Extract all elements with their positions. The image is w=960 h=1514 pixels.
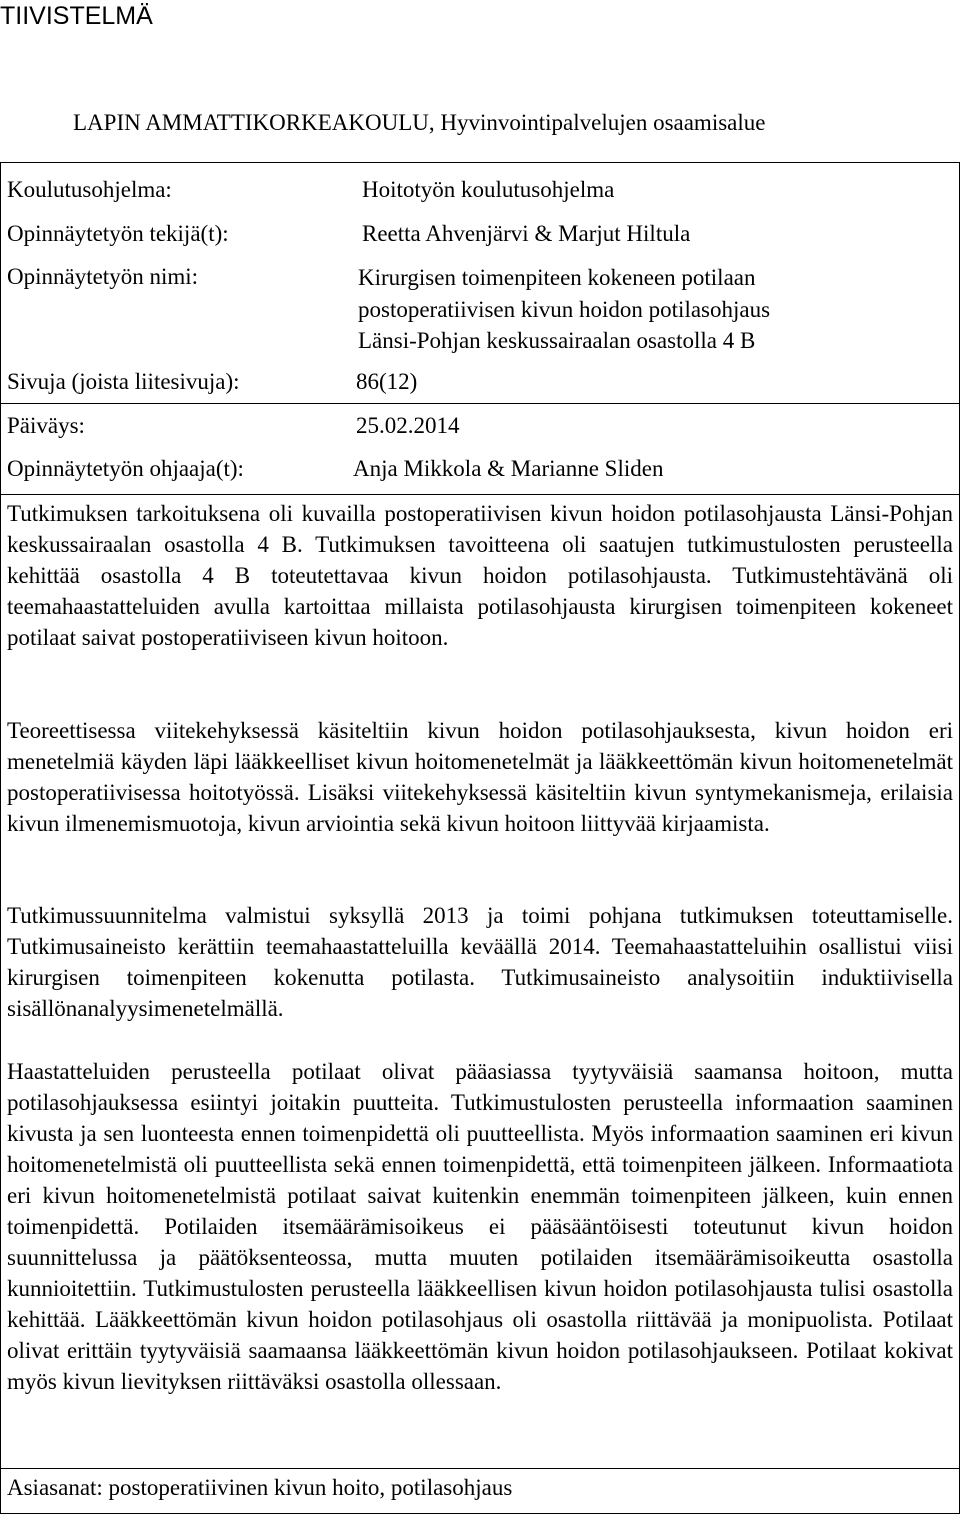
pages-value: 86(12) (356, 369, 418, 394)
frame-top-border (0, 162, 960, 163)
thesis-title-line: postoperatiivisen kivun hoidon potilasohjaus (358, 296, 771, 322)
abstract-paragraph: Teoreettisessa viitekehyksessä käsiteltiin kivun hoidon potilasohjauksesta, kivun hoidon eri menetelmiä käyden läpi lääkkeelliset kivun hoitomenetelmät ja lääkkeettömän kivun hoitomenetelmät postoperatiivisessa hoitotyössä. Lisäksi viitekehyksessä käsiteltiin kivun syntymekanismeja, erilaisia kivun ilmenemismuotoja, kivun arviointia sekä kivun hoitoon liittyvää kirjaamista. (7, 718, 953, 836)
thesis-title-line: Länsi-Pohjan keskussairaalan osastolla 4 B (358, 328, 756, 353)
authors-label: Opinnäytetyön tekijä(t): (7, 221, 229, 246)
frame-divider-pages (0, 403, 960, 404)
abstract-paragraph: Tutkimuksen tarkoituksena oli kuvailla postoperatiivisen kivun hoidon potilasohjausta Länsi-Pohjan keskussairaalan osastolla 4 B. Tutkimuksen tavoitteena oli saatujen tutkimustulosten perusteella kehittää osastolla 4 B toteutettavaa kivun hoidon potilasohjausta. Tutkimustehtävänä oli teemahaastatteluiden avulla kartoittaa millaista potilasohjausta kirurgisen toimenpiteen kokeneet potilaat saivat postoperatiiviseen kivun hoitoon. (7, 501, 953, 650)
abstract-paragraph: Haastatteluiden perusteella potilaat olivat pääasiassa tyytyväisiä saamansa hoitoon, mutta potilasohjauksessa esiintyi joitakin puutteita. Tutkimustulosten perusteella informaation saaminen kivusta ja sen luonteesta ennen toimenpidettä oli puutteellista. Myös informaation saaminen eri kivun hoitomenetelmistä oli puutteellista sekä ennen toimenpidettä, että toimenpiteen jälkeen. Informaatiota eri kivun hoitomenetelmistä potilaat saivat kuitenkin enemmän toimenpiteen jälkeen, kuin ennen toimenpidettä. Potilaiden itsemäärämisoikeus ei pääsääntöisesti toteutunut kivun hoidon suunnittelussa ja päätöksenteossa, mutta muuten potilaiden itsemäärämisoikeutta osastolla kunnioitettiin. Tutkimustulosten perusteella lääkkeellisen kivun hoidon potilasohjausta tulisi osastolla kehittää. Lääkkeettömän kivun hoidon potilasohjaus oli osastolla riittävää ja monipuolista. Potilaat olivat erittäin tyytyväisiä saamaansa lääkkeettömän kivun hoidon potilasohjaukseen. Potilaat kokivat myös kivun lievityksen riittäväksi osastolla ollessaan. (7, 1059, 953, 1394)
thesis-title (358, 262, 948, 357)
frame-divider-body (0, 494, 960, 495)
programme-label: Koulutusohjelma: (7, 177, 172, 202)
authors-value: Reetta Ahvenjärvi & Marjut Hiltula (362, 221, 691, 246)
page-heading: TIIVISTELMÄ (0, 2, 153, 30)
pages-label: Sivuja (joista liitesivuja): (7, 369, 240, 394)
date-value: 25.02.2014 (356, 413, 460, 438)
institution-line: LAPIN AMMATTIKORKEAKOULU, Hyvinvointipalvelujen osaamisalue (73, 110, 766, 135)
abstract-paragraph: Tutkimussuunnitelma valmistui syksyllä 2013 ja toimi pohjana tutkimuksen toteuttamiselle. Tutkimusaineisto kerättiin teemahaastatteluilla keväällä 2014. Teemahaastatteluihin osallistui viisi kirurgisen toimenpiteen kokenutta potilasta. Tutkimusaineisto analysoitiin induktiivisella sisällönanalyysimenetelmällä. (7, 903, 953, 1021)
keywords: Asiasanat: postoperatiivinen kivun hoito, potilasohjaus (7, 1475, 513, 1500)
date-label: Päiväys: (7, 413, 85, 438)
programme-value: Hoitotyön koulutusohjelma (362, 177, 615, 202)
supervisor-label: Opinnäytetyön ohjaaja(t): (7, 456, 244, 481)
supervisor-value: Anja Mikkola & Marianne Sliden (353, 456, 664, 481)
thesis-title-label: Opinnäytetyön nimi: (7, 264, 199, 289)
thesis-title-line: Kirurgisen toimenpiteen kokeneen potilaan (358, 265, 756, 290)
frame-divider-keywords (0, 1468, 960, 1469)
